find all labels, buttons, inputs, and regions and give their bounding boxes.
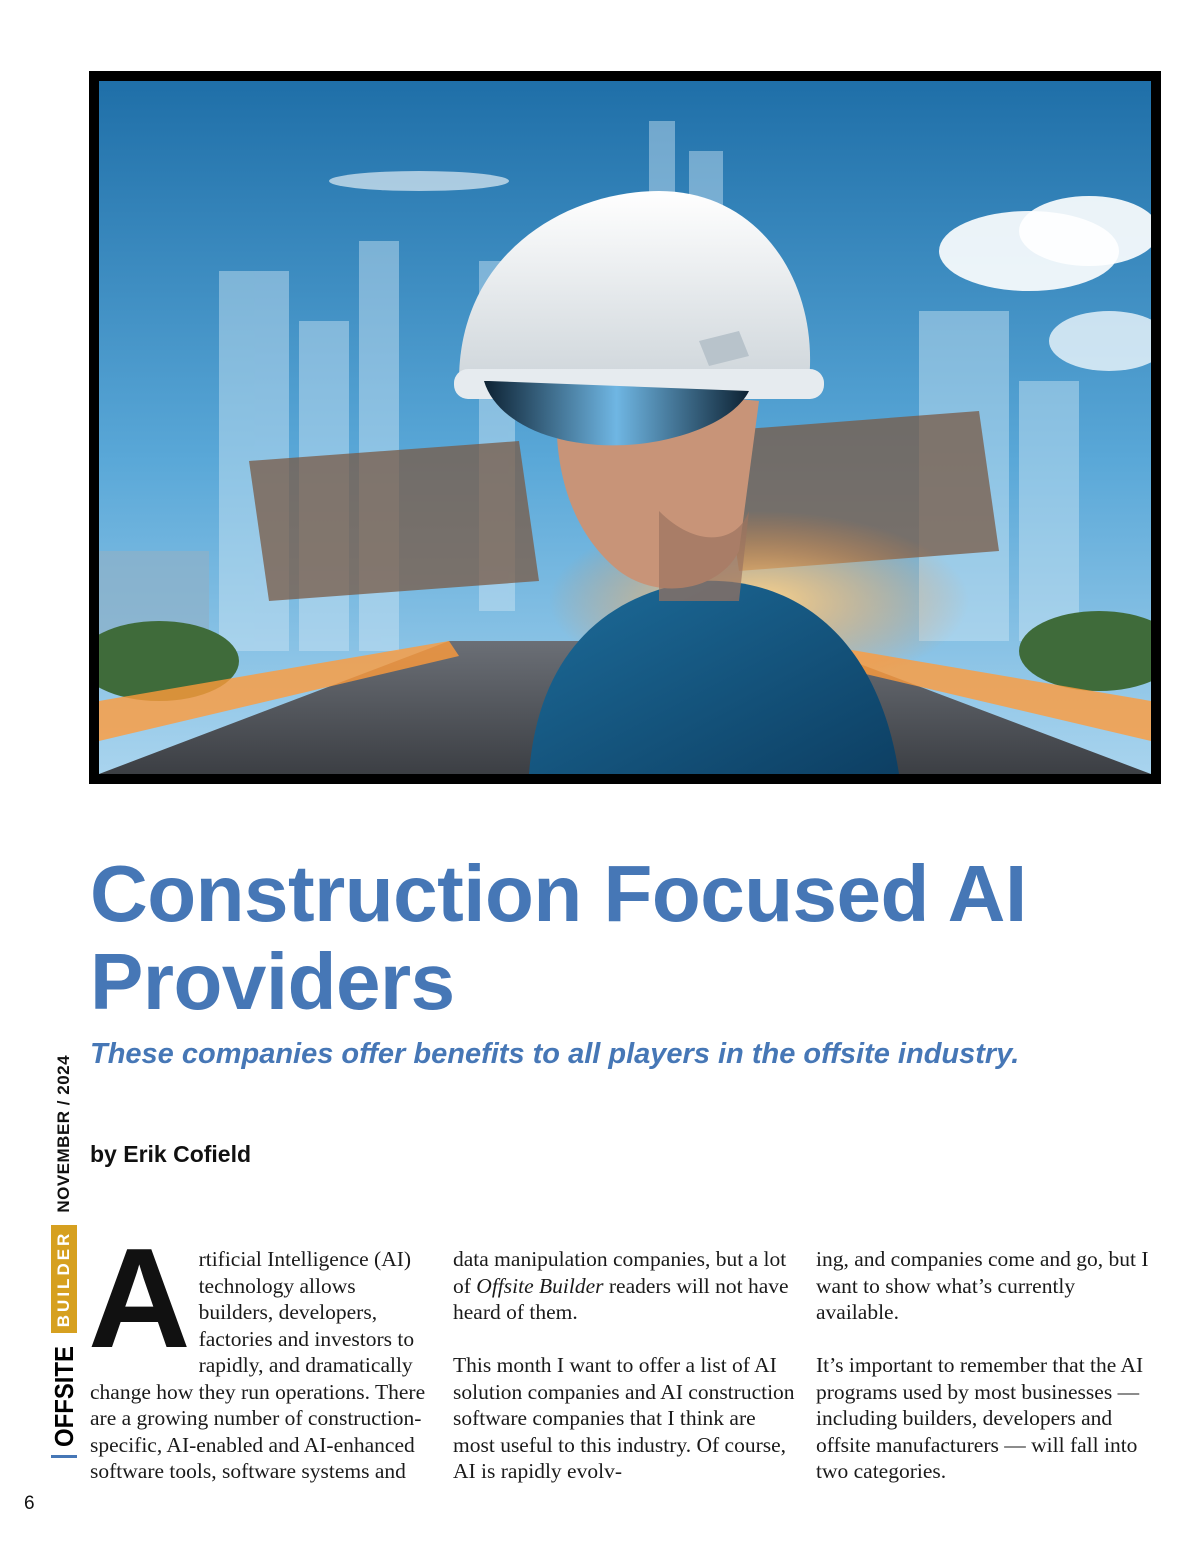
body-paragraph: It’s important to remember that the AI programs used by most businesses — including builders, developers and offsite manufacturers — will fall into two categories. (816, 1353, 1144, 1483)
body-paragraph: This month I want to offer a list of AI solution companies and AI construction software companies that I think are most useful to this industry. Of course, AI is rapidly evolv- (453, 1353, 795, 1483)
body-column-3 (816, 1246, 1161, 1511)
body-column-2 (453, 1246, 798, 1511)
hero-illustration (99, 81, 1151, 774)
drop-cap: A (88, 1219, 191, 1378)
byline: by Erik Cofield (90, 1141, 252, 1167)
publication-name: Offsite Builder (476, 1273, 604, 1298)
page-number: 6 (24, 1493, 35, 1514)
hero-image (89, 71, 1161, 784)
folio-divider (51, 1455, 77, 1458)
col2-text-a: data manipulation companies, but a lot of (453, 1247, 787, 1298)
article-deck: These companies offer benefits to all players in the offsite industry. (90, 1038, 1020, 1070)
body-paragraph: ing, and companies come and go, but I want to show what’s currently available. (816, 1247, 1149, 1324)
body-paragraph (453, 1246, 798, 1326)
side-folio (48, 1055, 80, 1458)
brand-logo-offsite: OFFSITE (48, 1346, 79, 1447)
body-column-1 (88, 1219, 435, 1511)
col1-text: rtificial Intelligence (AI) technology allows builders, developers, factories and investors to rapidly, and dramatically change how they run operations. There are a growing number of construction-specific, AI-enabled and AI-enhanced software tools, software systems and (90, 1247, 426, 1483)
body-paragraph (88, 1219, 435, 1485)
issue-date: NOVEMBER / 2024 (54, 1054, 73, 1213)
article-title: Construction Focused AI Providers (90, 849, 1027, 1026)
col2-text-b: readers will not have heard of them. (453, 1273, 789, 1324)
brand-logo-builder: BUILDER (51, 1225, 77, 1334)
